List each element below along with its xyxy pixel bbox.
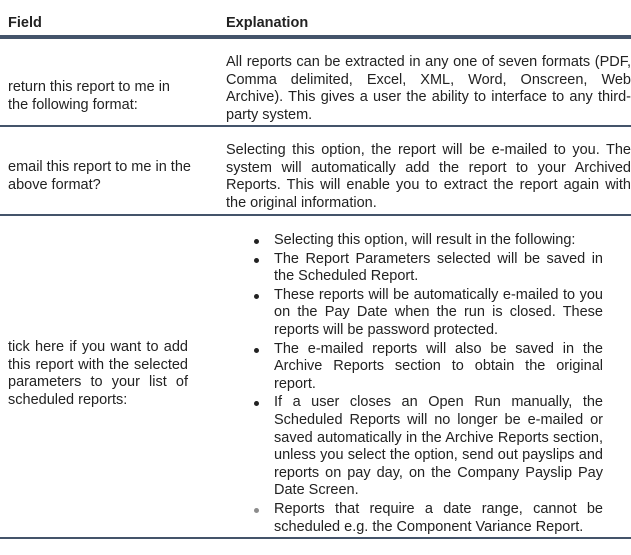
row-1-explanation: All reports can be extracted in any one of seven formats (PDF, Comma delimited, Excel, XML, Word, Onscreen, Web Archive). This gives a user the ability to interface to any third-party system. [226,54,631,123]
row-2-explanation: Selecting this option, the report will be e-mailed to you. The system will automatically add the report to your Archived Reports. This will enable you to extract the report again with the original information. [226,142,631,211]
header-divider [0,35,631,39]
row-2-field: email this report to me in the above format? [8,159,191,193]
bullet-item: Reports that require a date range, cannot be scheduled e.g. the Component Variance Report. [248,501,603,536]
row-3-bullet-list [248,232,603,537]
bullet-icon [254,401,259,406]
bullet-icon [254,258,259,263]
row-divider [0,214,631,216]
bullet-icon [254,348,259,353]
bullet-icon [254,508,259,513]
bullet-icon [254,239,259,244]
bullet-item: The e-mailed reports will also be saved in the Archive Reports section to obtain the original report. [248,341,603,394]
bullet-item: The Report Parameters selected will be saved in the Scheduled Report. [248,251,603,286]
header-field: Field [8,15,42,31]
row-1-field: return this report to me in the following format: [8,79,170,113]
table-header [0,0,631,33]
bullet-icon [254,294,259,299]
header-explanation: Explanation [226,15,309,31]
row-divider [0,125,631,127]
bullet-item: Selecting this option, will result in the following: [248,232,603,250]
bullet-item: These reports will be automatically e-mailed to you on the Pay Date when the run is closed. These reports will be password protected. [248,287,603,340]
table-bottom-divider [0,537,631,539]
bullet-item: If a user closes an Open Run manually, the Scheduled Reports will no longer be e-mailed or saved automatically in the Archive Reports section, unless you select the option, send out payslips and reports on pay day, on the Company Payslip Pay Date Screen. [248,394,603,500]
row-3-field: tick here if you want to add this report with the selected parameters to your list of scheduled reports: [8,339,188,408]
